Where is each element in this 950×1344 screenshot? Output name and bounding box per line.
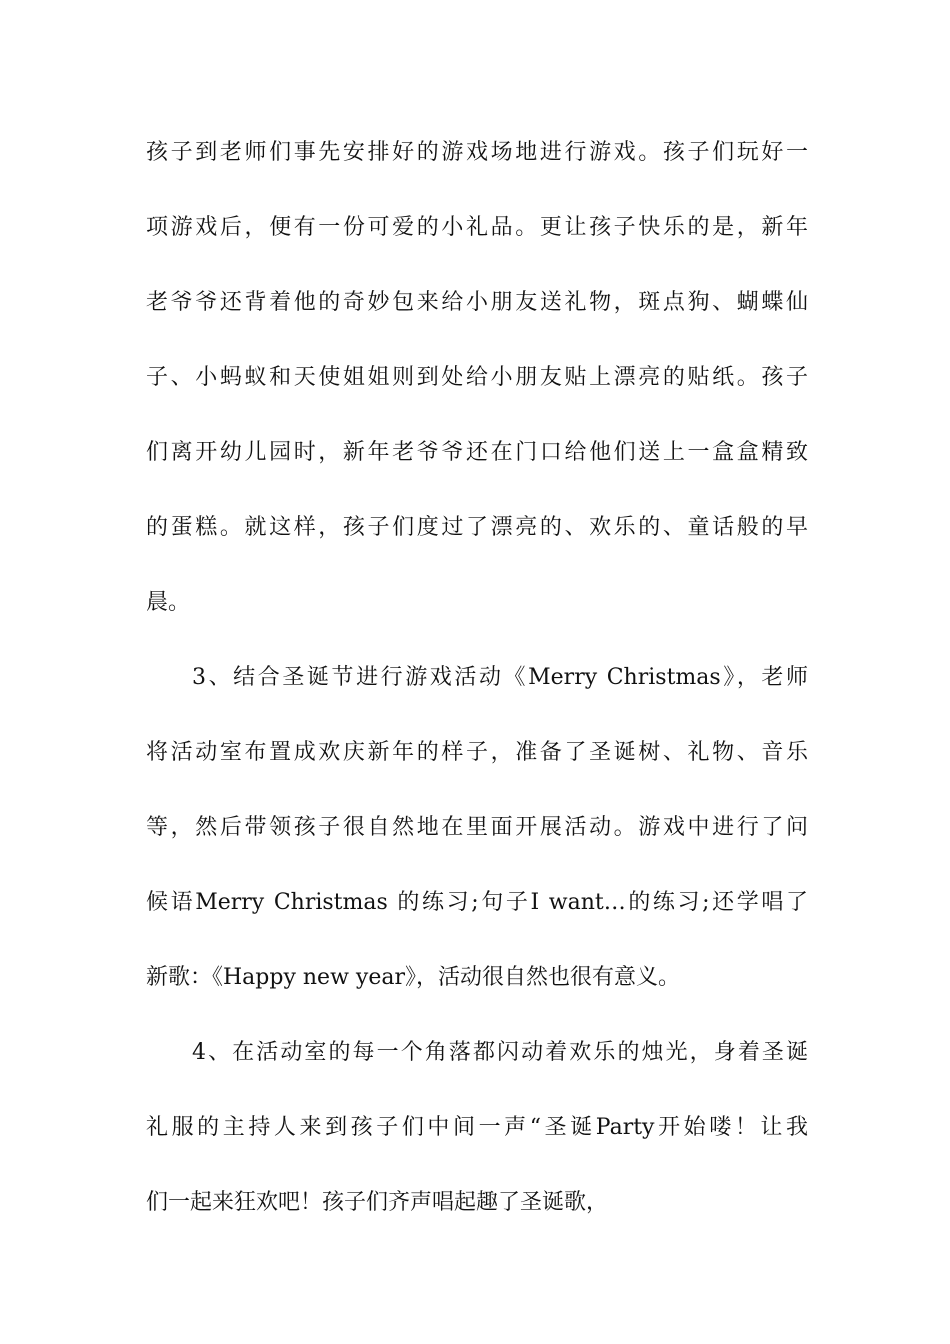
text-line: 项游戏后，便有一份可爱的小礼品。更让孩子快乐的是，新年 — [146, 215, 808, 240]
text-line: 们离开幼儿园时，新年老爷爷还在门口给他们送上一盒盒精致 — [146, 440, 808, 465]
body-text — [146, 128, 808, 1253]
text-line: 孩子到老师们事先安排好的游戏场地进行游戏。孩子们玩好一 — [146, 140, 808, 165]
text-line: 将活动室布置成欢庆新年的样子，准备了圣诞树、礼物、音乐 — [146, 740, 808, 765]
text-line: 4、在活动室的每一个角落都闪动着欢乐的烛光，身着圣诞 — [192, 1040, 808, 1065]
text-line: 们一起来狂欢吧！孩子们齐声唱起趣了圣诞歌， — [146, 1190, 609, 1215]
text-line: 老爷爷还背着他的奇妙包来给小朋友送礼物，斑点狗、蝴蝶仙 — [146, 290, 808, 315]
text-line: 新歌：《Happy new year》，活动很自然也很有意义。 — [146, 965, 680, 990]
text-line: 子、小蚂蚁和天使姐姐则到处给小朋友贴上漂亮的贴纸。孩子 — [146, 365, 808, 390]
text-line: 礼服的主持人来到孩子们中间一声“圣诞Party开始喽！让我 — [146, 1115, 808, 1140]
text-line: 3、结合圣诞节进行游戏活动《Merry Christmas》，老师 — [192, 665, 808, 690]
text-line: 等，然后带领孩子很自然地在里面开展活动。游戏中进行了问 — [146, 815, 808, 840]
text-line: 的蛋糕。就这样，孩子们度过了漂亮的、欢乐的、童话般的早 — [146, 515, 808, 540]
text-line: 晨。 — [146, 590, 191, 615]
text-line: 候语Merry Christmas 的练习;句子I want…的练习;还学唱了 — [146, 890, 808, 915]
